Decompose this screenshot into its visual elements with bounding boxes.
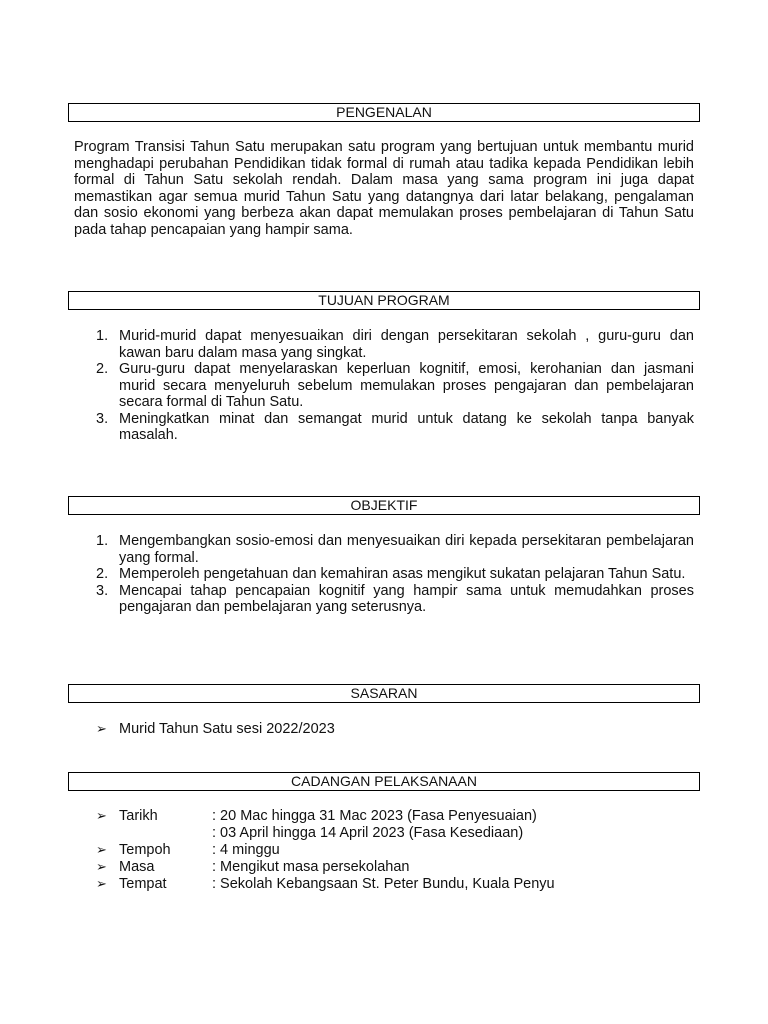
detail-value: : Mengikut masa persekolahan <box>212 859 410 875</box>
list-item <box>96 566 694 583</box>
arrow-bullet-icon: ➢ <box>96 842 107 857</box>
detail-label: Tempoh <box>119 842 171 858</box>
list-number: 2. <box>96 361 109 377</box>
section-header-tujuan-program: TUJUAN PROGRAM <box>68 291 700 310</box>
list-number: 3. <box>96 410 109 427</box>
detail-label: Tarikh <box>119 808 158 824</box>
detail-row-tarikh <box>0 808 768 825</box>
section-header-objektif: OBJEKTIF <box>68 496 700 515</box>
list-item-text: Memperoleh pengetahuan dan kemahiran asas mengikut sukatan pelajaran Tahun Satu. <box>119 566 686 582</box>
list-item-text: Mencapai tahap pencapaian kognitif yang hampir sama untuk memudahkan proses pengajaran dan pembelajaran yang seterusnya. <box>119 582 694 615</box>
detail-label: Masa <box>119 859 155 875</box>
detail-value: : Sekolah Kebangsaan St. Peter Bundu, Kuala Penyu <box>212 876 555 892</box>
list-item <box>96 410 694 444</box>
list-number: 1. <box>96 328 109 344</box>
sasaran-text: Murid Tahun Satu sesi 2022/2023 <box>119 721 335 737</box>
section-header-cadangan-pelaksanaan: CADANGAN PELAKSANAAN <box>68 772 700 791</box>
arrow-bullet-icon: ➢ <box>96 808 107 823</box>
pengenalan-paragraph: Program Transisi Tahun Satu merupakan satu program yang bertujuan untuk membantu murid menghadapi perubahan Pendidikan tidak formal di rumah atau tadika kepada Pendidikan lebih formal di Tahun Satu sekolah rendah. Dalam masa yang sama program ini juga dapat memastikan agar semua murid Tahun Satu yang datangnya dari latar belakang, pengalaman dan sosio ekonomi yang berbeza akan dapat memulakan proses pembelajaran di Tahun Satu pada tahap pencapaian yang hampir sama. <box>74 139 694 238</box>
detail-value: : 03 April hingga 14 April 2023 (Fasa Kesediaan) <box>212 825 524 841</box>
sasaran-item <box>0 721 768 738</box>
arrow-bullet-icon: ➢ <box>96 721 107 736</box>
arrow-bullet-icon: ➢ <box>96 876 107 891</box>
list-item <box>96 582 694 616</box>
objektif-list <box>96 533 694 616</box>
list-item-text: Murid-murid dapat menyesuaikan diri dengan persekitaran sekolah , guru-guru dan kawan baru dalam masa yang singkat. <box>119 328 694 361</box>
detail-row-masa <box>0 859 768 876</box>
section-header-pengenalan: PENGENALAN <box>68 103 700 122</box>
list-item-text: Guru-guru dapat menyelaraskan keperluan kognitif, emosi, kerohanian dan jasmani murid secara menyeluruh sebelum memulakan proses pengajaran dan pembelajaran secara formal di Tahun Satu. <box>119 361 694 410</box>
list-item <box>96 533 694 566</box>
section-header-sasaran: SASARAN <box>68 684 700 703</box>
tujuan-list <box>96 328 694 444</box>
list-number: 2. <box>96 566 109 582</box>
detail-row-tempat <box>0 876 768 893</box>
list-item-text: Mengembangkan sosio-emosi dan menyesuaikan diri kepada persekitaran pembelajaran yang formal. <box>119 533 694 566</box>
list-item <box>96 361 694 411</box>
list-number: 1. <box>96 533 109 549</box>
detail-row-tarikh-continued <box>0 825 768 842</box>
detail-row-tempoh <box>0 842 768 859</box>
arrow-bullet-icon: ➢ <box>96 859 107 874</box>
list-number: 3. <box>96 582 109 599</box>
list-item-text: Meningkatkan minat dan semangat murid untuk datang ke sekolah tanpa banyak masalah. <box>119 410 694 443</box>
list-item <box>96 328 694 361</box>
detail-value: : 20 Mac hingga 31 Mac 2023 (Fasa Penyesuaian) <box>212 808 537 824</box>
detail-label: Tempat <box>119 876 167 892</box>
detail-value: : 4 minggu <box>212 842 280 858</box>
